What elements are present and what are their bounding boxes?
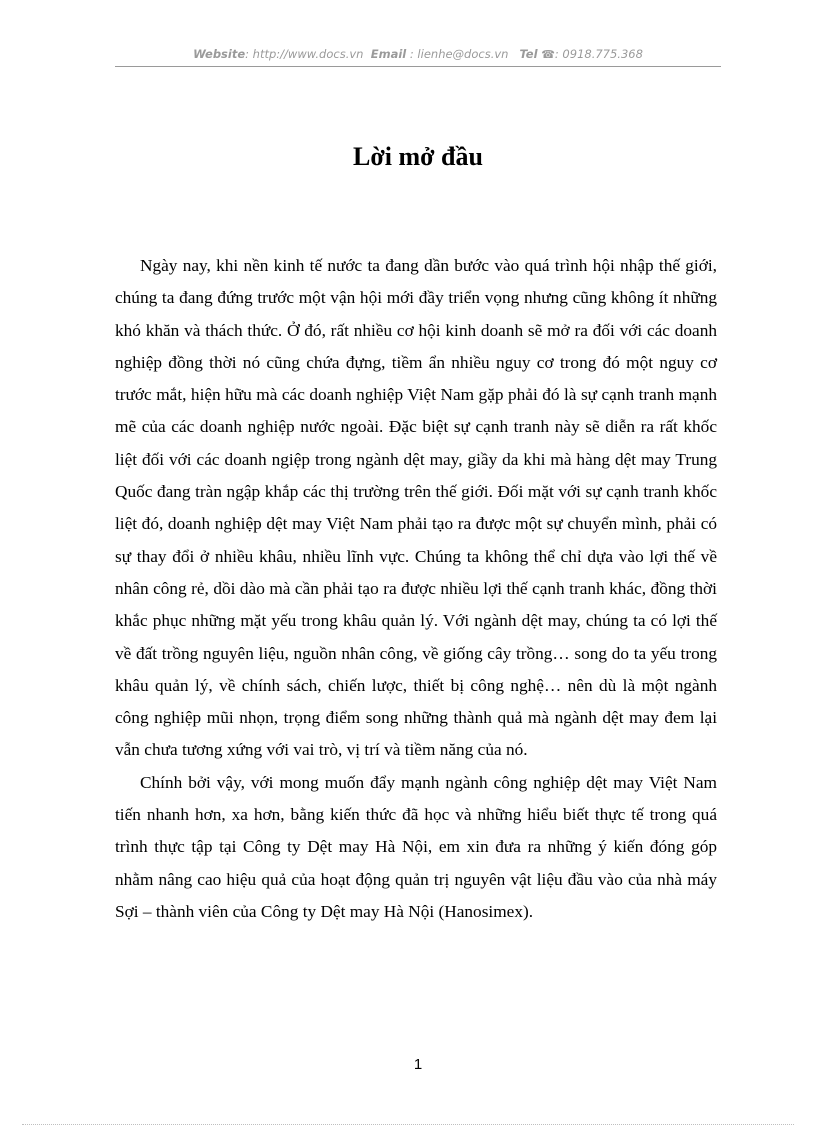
document-body xyxy=(115,250,717,928)
telephone-icon: ☎ xyxy=(541,48,555,61)
header-divider xyxy=(115,66,721,67)
page-header xyxy=(115,47,721,61)
website-label: Website xyxy=(193,47,246,61)
page-number: 1 xyxy=(413,1056,423,1073)
body-paragraph-2: Chính bởi vậy, với mong muốn đẩy mạnh ngành công nghiệp dệt may Việt Nam tiến nhanh hơn, xa hơn, bằng kiến thức đã học và những hiểu biết thực tế trong quá trình thực tập tại Công ty Dệt may Hà Nội, em xin đưa ra những ý kiến đóng góp nhằm nâng cao hiệu quả của hoạt động quản trị nguyên vật liệu đầu vào của nhà máy Sợi – thành viên của Công ty Dệt may Hà Nội (Hanosimex). xyxy=(115,772,717,921)
email-label: Email xyxy=(370,47,407,61)
document-title: Lời mở đầu xyxy=(353,142,483,171)
tel-value: : 0918.775.368 xyxy=(554,47,643,61)
email-value: : lienhe@docs.vn xyxy=(409,47,509,61)
body-paragraph-1: Ngày nay, khi nền kinh tế nước ta đang dần bước vào quá trình hội nhập thế giới, chúng ta đang đứng trước một vận hội mới đầy triển vọng nhưng cũng không ít những khó khăn và thách thức. Ở đó, rất nhiều cơ hội kinh doanh sẽ mở ra đối với các doanh nghiệp đồng thời nó cũng chứa đựng, tiềm ẩn nhiều nguy cơ trong đó một nguy cơ trước mắt, hiện hữu mà các doanh nghiệp Việt Nam gặp phải đó là sự cạnh tranh mạnh mẽ của các doanh nghiệp nước ngoài. Đặc biệt sự cạnh tranh này sẽ diễn ra rất khốc liệt đối với các doanh ngiệp trong ngành dệt may, giầy da khi mà hàng dệt may Trung Quốc đang tràn ngập khắp các thị trường trên thế giới. Đối mặt với sự cạnh tranh khốc liệt đó, doanh nghiệp dệt may Việt Nam phải tạo ra được một sự chuyển mình, phải có sự thay đổi ở nhiều khâu, nhiều lĩnh vực. Chúng ta không thể chỉ dựa vào lợi thế về nhân công rẻ, dồi dào mà cần phải tạo ra được nhiều lợi thế cạnh tranh khác, đồng thời khắc phục những mặt yếu trong khâu quản lý. Với ngành dệt may, chúng ta có lợi thế về đất trồng nguyên liệu, nguồn nhân công, về giống cây trồng… song do ta yếu trong khâu quản lý, về chính sách, chiến lược, thiết bị công nghệ… nên dù là một ngành công nghiệp mũi nhọn, trọng điểm song những thành quả mà ngành dệt may đem lại vẫn chưa tương xứng với vai trò, vị trí và tiềm năng của nó. xyxy=(115,256,717,760)
website-value: : http://www.docs.vn xyxy=(245,47,364,61)
tel-label: Tel xyxy=(519,47,538,61)
